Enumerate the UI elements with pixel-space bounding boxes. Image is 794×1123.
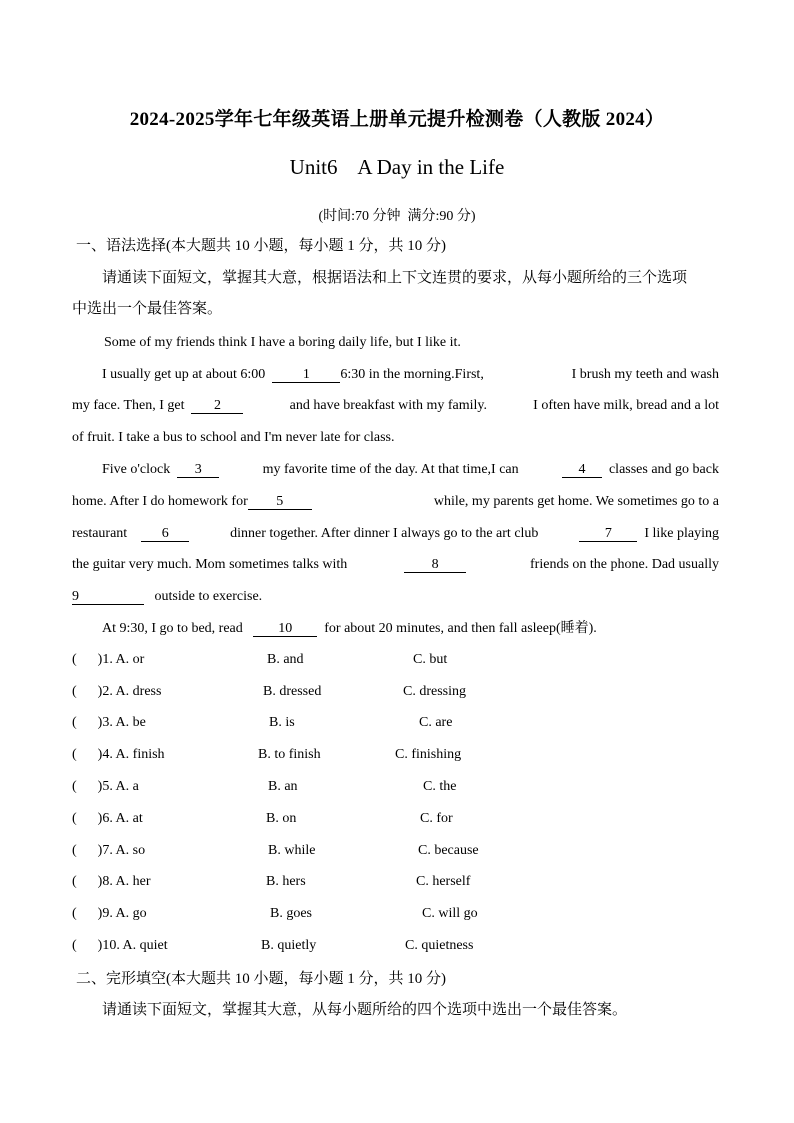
question-row: ( )1. A. or B. and C. but	[72, 652, 448, 667]
passage-line: my face. Then, I get 2 and have breakfast with my family. I often have milk, bread and a lot	[72, 398, 719, 413]
passage-line: home. After I do homework for 5 while, my parents get home. We sometimes go to a	[72, 494, 719, 509]
question-row: ( )4. A. finish B. to finish C. finishing	[72, 747, 462, 762]
question-row: ( )9. A. go B. goes C. will go	[72, 906, 478, 921]
blank-10: 10	[253, 621, 317, 637]
blank-4: 4	[562, 462, 602, 478]
question-row: ( )5. A. a B. an C. the	[72, 779, 457, 794]
blank-9: 9	[72, 589, 144, 605]
blank-2: 2	[191, 398, 243, 414]
passage-line: the guitar very much. Mom sometimes talks with 8 friends on the phone. Dad usually	[72, 557, 719, 572]
section1-instruction-cont: 中选出一个最佳答案。	[72, 301, 223, 317]
section1-instruction: 请通读下面短文，掌握其大意，根据语法和上下文连贯的要求，从每小题所给的三个选项	[102, 270, 688, 286]
section2-heading: 二、完形填空(本大题共 10 小题，每小题 1 分，共 10 分)	[76, 971, 446, 987]
question-row: ( )7. A. so B. while C. because	[72, 843, 479, 858]
section2-instruction: 请通读下面短文，掌握其大意，从每小题所给的四个选项中选出一个最佳答案。	[102, 1002, 628, 1018]
passage-line: restaurant 6 dinner together. After dinner I always go to the art club 7 I like playing	[72, 526, 719, 541]
unit-title: Unit6 A Day in the Life	[289, 155, 505, 179]
question-row: ( )6. A. at B. on C. for	[72, 811, 453, 826]
question-row: ( )10. A. quiet B. quietly C. quietness	[72, 938, 474, 953]
passage-line: Five o'clock 3 my favorite time of the day. At that time,I can 4 classes and go back	[102, 462, 719, 477]
question-row: ( )2. A. dress B. dressed C. dressing	[72, 684, 466, 699]
blank-8: 8	[404, 557, 466, 573]
passage-line: Some of my friends think I have a boring daily life, but I like it.	[104, 335, 461, 350]
passage-line: 9 outside to exercise.	[72, 589, 263, 604]
exam-title: 2024-2025学年七年级英语上册单元提升检测卷（人教版 2024）	[129, 109, 665, 130]
blank-1: 1	[272, 367, 340, 383]
question-row: ( )3. A. be B. is C. are	[72, 715, 453, 730]
blank-3: 3	[177, 462, 219, 478]
blank-6: 6	[141, 526, 189, 542]
question-row: ( )8. A. her B. hers C. herself	[72, 874, 471, 889]
blank-7: 7	[579, 526, 637, 542]
exam-meta: (时间:70 分钟 满分:90 分)	[318, 209, 476, 224]
section1-heading: 一、语法选择(本大题共 10 小题，每小题 1 分，共 10 分)	[76, 238, 446, 254]
blank-5: 5	[248, 494, 312, 510]
passage-line: I usually get up at about 6:00 1 6:30 in the morning.First, I brush my teeth and wash	[102, 367, 719, 382]
passage-line: At 9:30, I go to bed, read 10 for about 20 minutes, and then fall asleep(睡着).	[102, 621, 597, 636]
passage-line: of fruit. I take a bus to school and I'm never late for class.	[72, 430, 395, 445]
